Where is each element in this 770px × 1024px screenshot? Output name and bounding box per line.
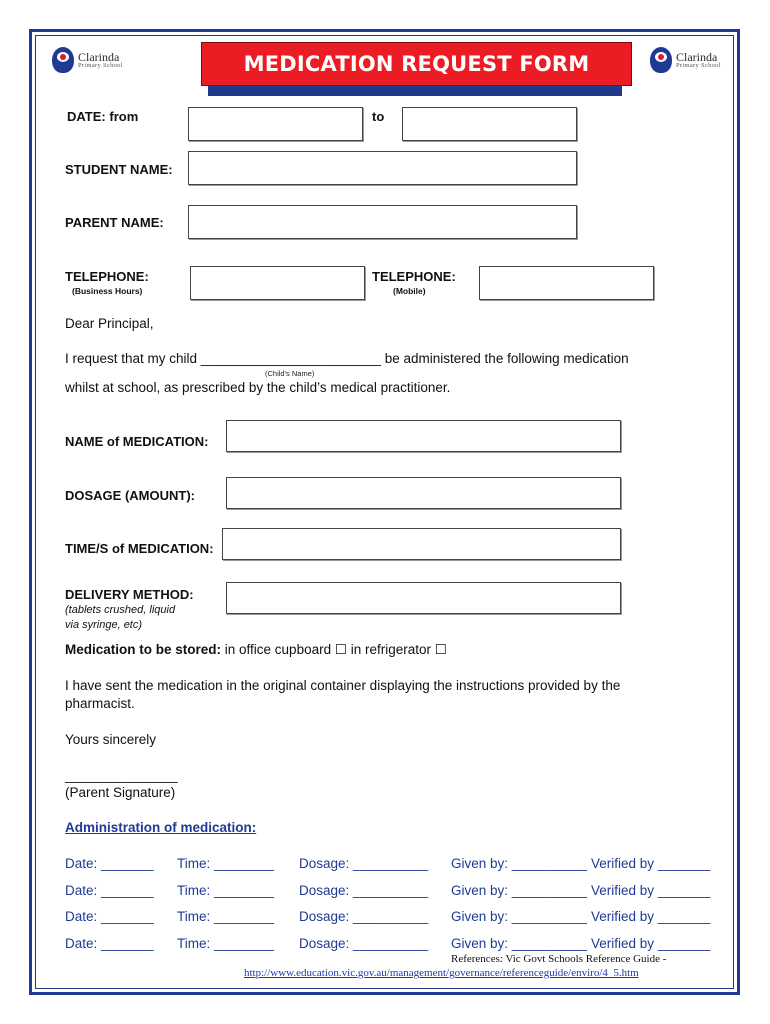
parent-name-label: PARENT NAME:	[65, 215, 164, 230]
logo-name: Clarinda	[78, 49, 120, 64]
school-crest-icon	[650, 47, 672, 73]
statement-line-1: I have sent the medication in the original container displaying the instructions provided by the	[65, 678, 621, 693]
telephone-business-input[interactable]	[190, 266, 365, 300]
date-from-label: DATE: from	[67, 109, 139, 124]
delivery-method-input[interactable]	[226, 582, 621, 614]
delivery-note-1: (tablets crushed, liquid	[65, 604, 176, 616]
mobile-note: (Mobile)	[393, 286, 426, 296]
school-logo-left	[52, 47, 123, 73]
delivery-note-2: via syringe, etc)	[65, 619, 143, 631]
date-to-label: to	[372, 109, 385, 124]
admin-row	[0, 883, 770, 903]
admin-date[interactable]: Date: _______	[65, 936, 154, 951]
dosage-input[interactable]	[226, 477, 621, 509]
admin-dosage[interactable]: Dosage: __________	[299, 909, 429, 924]
admin-dosage[interactable]: Dosage: __________	[299, 883, 429, 898]
title-banner	[201, 42, 632, 86]
times-input[interactable]	[222, 528, 621, 560]
signature-label: (Parent Signature)	[65, 785, 176, 800]
admin-verified-by[interactable]: Verified by _______	[591, 909, 711, 924]
admin-row	[0, 909, 770, 929]
request-line: I request that my child ________________________ be administered the following medication	[65, 351, 629, 366]
admin-time[interactable]: Time: ________	[177, 936, 275, 951]
admin-date[interactable]: Date: _______	[65, 883, 154, 898]
telephone-business-label: TELEPHONE:	[65, 269, 149, 284]
delivery-method-label: DELIVERY METHOD:	[65, 587, 194, 602]
yours-sincerely: Yours sincerely	[65, 732, 157, 747]
admin-given-by[interactable]: Given by: __________	[451, 856, 587, 871]
reference-link[interactable]: http://www.education.vic.gov.au/management/governance/referenceguide/enviro/4_5.htm	[244, 967, 639, 979]
admin-date[interactable]: Date: _______	[65, 856, 154, 871]
greeting: Dear Principal,	[65, 316, 154, 331]
admin-given-by[interactable]: Given by: __________	[451, 936, 587, 951]
student-name-label: STUDENT NAME:	[65, 162, 173, 177]
admin-verified-by[interactable]: Verified by _______	[591, 856, 711, 871]
telephone-mobile-label: TELEPHONE:	[372, 269, 456, 284]
admin-verified-by[interactable]: Verified by _______	[591, 936, 711, 951]
admin-given-by[interactable]: Given by: __________	[451, 883, 587, 898]
admin-date[interactable]: Date: _______	[65, 909, 154, 924]
references-text: References: Vic Govt Schools Reference Guide -	[451, 953, 667, 965]
student-name-input[interactable]	[188, 151, 577, 185]
admin-row	[0, 856, 770, 876]
admin-dosage[interactable]: Dosage: __________	[299, 936, 429, 951]
school-crest-icon	[52, 47, 74, 73]
date-from-input[interactable]	[188, 107, 363, 141]
medication-name-input[interactable]	[226, 420, 621, 452]
form-title: MEDICATION REQUEST FORM	[243, 52, 590, 76]
admin-verified-by[interactable]: Verified by _______	[591, 883, 711, 898]
storage-line	[65, 642, 447, 658]
school-logo-right	[650, 47, 721, 73]
parent-name-input[interactable]	[188, 205, 577, 239]
dosage-label: DOSAGE (AMOUNT):	[65, 488, 195, 503]
medication-name-label: NAME of MEDICATION:	[65, 434, 209, 449]
statement-line-2: pharmacist.	[65, 696, 135, 711]
date-to-input[interactable]	[402, 107, 577, 141]
admin-given-by[interactable]: Given by: __________	[451, 909, 587, 924]
telephone-mobile-input[interactable]	[479, 266, 654, 300]
storage-options[interactable]: in office cupboard ☐ in refrigerator ☐	[221, 642, 447, 657]
admin-dosage[interactable]: Dosage: __________	[299, 856, 429, 871]
logo-subtitle: Primary School	[676, 61, 721, 69]
administration-title: Administration of medication:	[65, 820, 257, 835]
times-label: TIME/S of MEDICATION:	[65, 541, 214, 556]
logo-name: Clarinda	[676, 49, 718, 64]
storage-label: Medication to be stored:	[65, 642, 222, 657]
admin-time[interactable]: Time: ________	[177, 909, 275, 924]
business-hours-note: (Business Hours)	[72, 286, 143, 296]
childs-name-note: (Child's Name)	[265, 369, 315, 378]
admin-time[interactable]: Time: ________	[177, 883, 275, 898]
logo-subtitle: Primary School	[78, 61, 123, 69]
request-line-2: whilst at school, as prescribed by the child’s medical practitioner.	[65, 380, 451, 395]
admin-time[interactable]: Time: ________	[177, 856, 275, 871]
signature-line[interactable]: _______________	[65, 768, 178, 783]
